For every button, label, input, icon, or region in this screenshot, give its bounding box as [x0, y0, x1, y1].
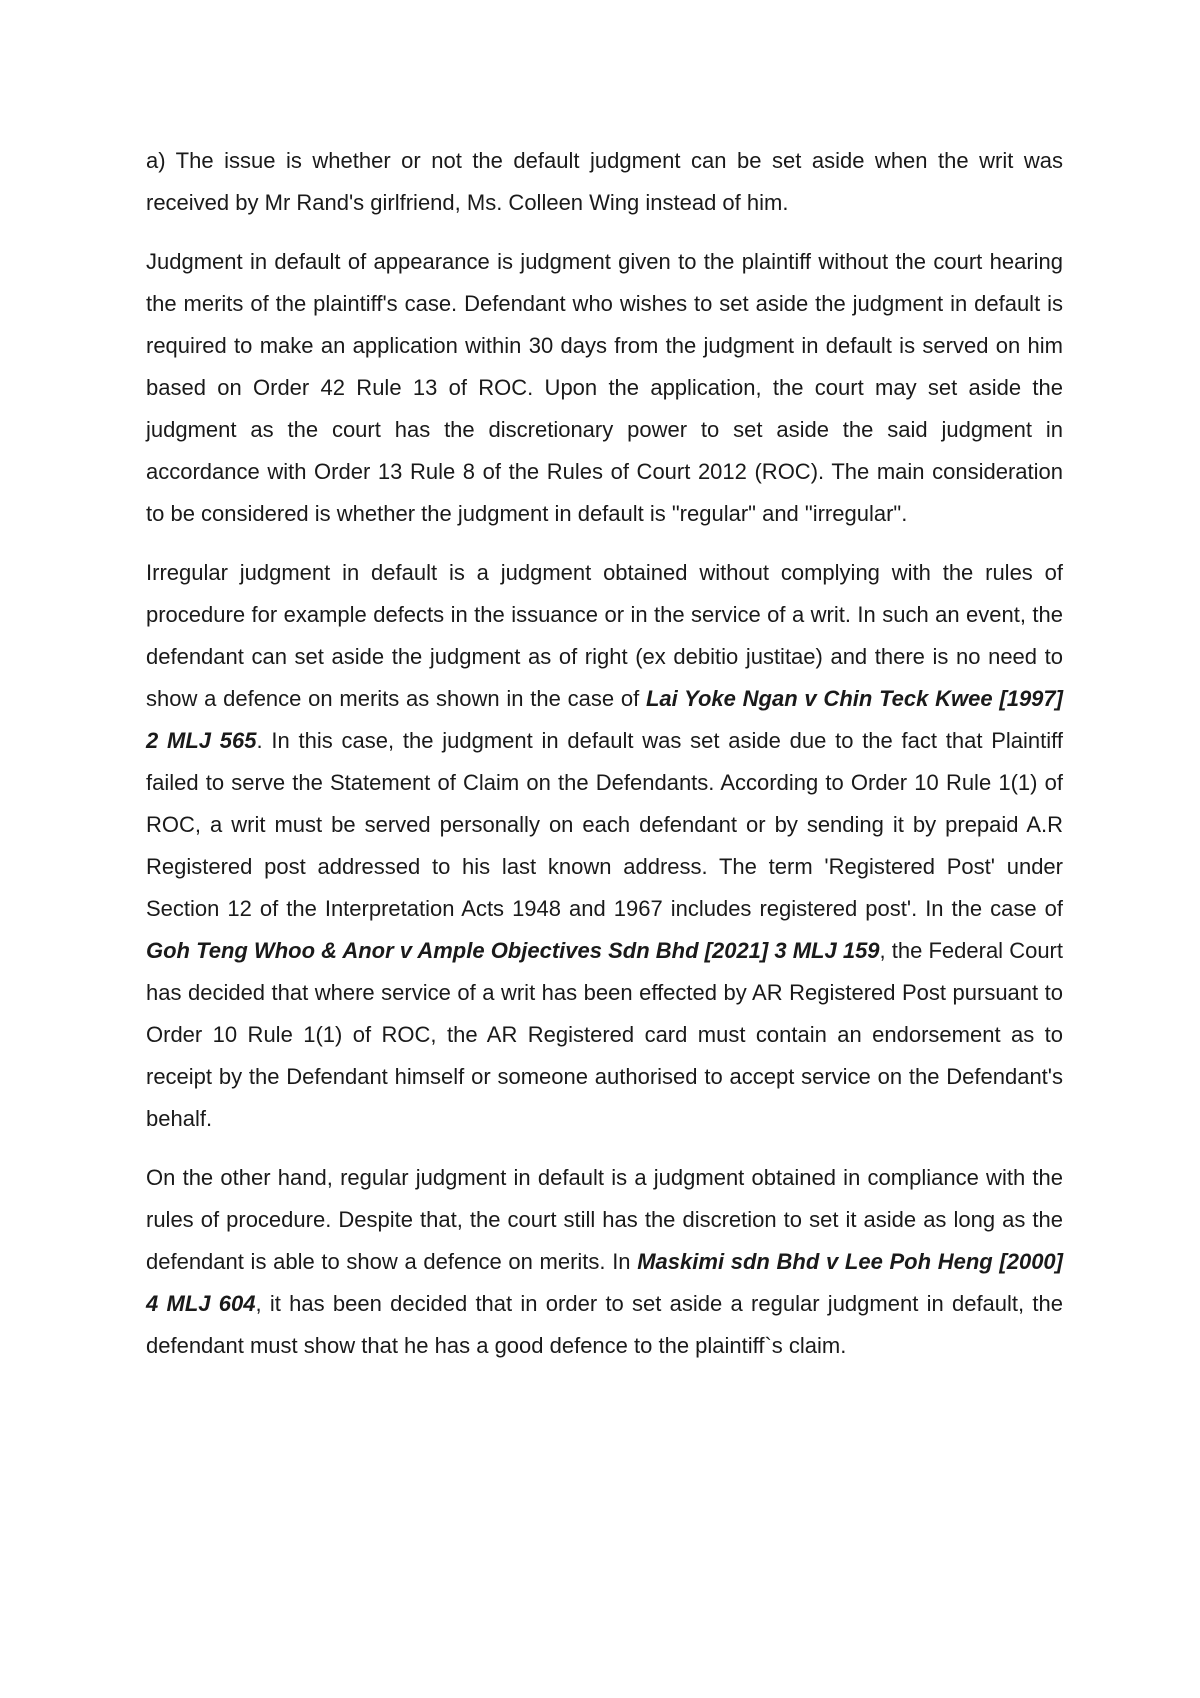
paragraph-text: , the Federal Court has decided that where service of a writ has been effected by AR Registered Post pursuant to Order 10 Rule 1(1) of ROC, the AR Registered card must contain an endorsement as to receipt by the Defendant himself or someone authorised to accept service on the Defendant's behalf.	[146, 938, 1063, 1131]
paragraph-text: Irregular judgment in default is a judgment obtained without complying with the rules of procedure for example defects in the issuance or in the service of a writ. In such an event, the defendant can set aside the judgment as of right (ex debitio justitae) and there is no need to show a defence on merits as shown in the case of	[146, 560, 1063, 711]
paragraph-irregular-judgment	[146, 552, 1063, 1140]
paragraph-issue: a) The issue is whether or not the default judgment can be set aside when the writ was received by Mr Rand's girlfriend, Ms. Colleen Wing instead of him.	[146, 148, 1063, 215]
document-body	[146, 140, 1063, 1384]
case-citation: Goh Teng Whoo & Anor v Ample Objectives Sdn Bhd [2021] 3 MLJ 159	[146, 938, 880, 963]
case-citation: Lai Yoke Ngan v Chin Teck Kwee [1997] 2 MLJ 565	[146, 686, 1063, 753]
paragraph-text: On the other hand, regular judgment in default is a judgment obtained in compliance with the rules of procedure. Despite that, the court still has the discretion to set it aside as long as the defendant is able to show a defence on merits. In	[146, 1165, 1063, 1274]
paragraph-regular-judgment	[146, 1157, 1063, 1367]
paragraph-text: . In this case, the judgment in default was set aside due to the fact that Plaintiff failed to serve the Statement of Claim on the Defendants. According to Order 10 Rule 1(1) of ROC, a writ must be served personally on each defendant or by sending it by prepaid A.R Registered post addressed to his last known address. The term 'Registered Post' under Section 12 of the Interpretation Acts 1948 and 1967 includes registered post'. In the case of	[146, 728, 1063, 921]
case-citation: Maskimi sdn Bhd v Lee Poh Heng [2000] 4 MLJ 604	[146, 1249, 1063, 1316]
paragraph-judgment-in-default: Judgment in default of appearance is judgment given to the plaintiff without the court hearing the merits of the plaintiff's case. Defendant who wishes to set aside the judgment in default is required to make an application within 30 days from the judgment in default is served on him based on Order 42 Rule 13 of ROC. Upon the application, the court may set aside the judgment as the court has the discretionary power to set aside the said judgment in accordance with Order 13 Rule 8 of the Rules of Court 2012 (ROC). The main consideration to be considered is whether the judgment in default is "regular" and "irregular".	[146, 249, 1063, 526]
paragraph-text: , it has been decided that in order to set aside a regular judgment in default, the defendant must show that he has a good defence to the plaintiff`s claim.	[146, 1291, 1063, 1358]
